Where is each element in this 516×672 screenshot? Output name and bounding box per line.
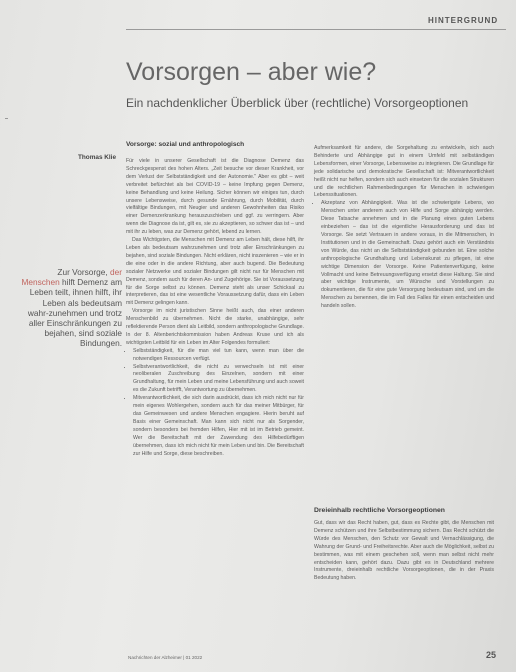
pull-quote-highlight: der Menschen: [21, 267, 122, 288]
header-rule: [126, 29, 506, 30]
section-heading-social: Vorsorge: sozial und anthropologisch: [126, 141, 245, 148]
list-item: • Akzeptanz von Abhängigkeit. Was ist die schwierigste Lebens, wo Menschen unter anderem auch von Hilfe und Sorge abhängig werden. Diese Tatsache annehmen und in die Planung eines guten Lebens einbeziehen – das ist die eigentliche Herausforderung und das ist Vorsorge. Sie setzt Vertrauen in andere voraus, in die Mitmenschen, in Institutionen und in die Gemeinschaft. Dazu gehört auch ein Verständnis von Würde, das nicht an die Selbstständigkeit gebunden ist. Eine solche anthropologische Grundhaltung und Lebenskunst zu pflegen, ist eine wichtige Dimension der Vorsorge. Keine Patientenverfügung, keine Vollmacht und keine Betreuungsverfügung ersetzt diese Haltung. Sie sind aber wichtige Instrumente, um Wünsche und Vorstellungen zu dokumentieren, die für eine gute Versorgung bedeutsam sind, und um die Menschen zu benennen, die im Fall des Falles für einen entscheiden und handeln sollen.: [321, 200, 494, 311]
text-column-right-lower: [314, 520, 494, 583]
paragraph: Aufmerksamkeit für andere, die Sorgehaltung zu entwickeln, sich auch Behinderte und Abhängige gut in einem Umfeld mit selbständigen Lebensformen, einer Vorsorge, Lebensweise zu integrieren. Die Grundlage für jede solidarische und demokratische Gesellschaft ist: Mitverantwortlichkeit heißt nicht nur helfen, sondern sich auch einsetzen für die sozialen Strukturen und die rechtlichen Rahmenbedingungen für Menschen in schwierigen Lebenssituationen.: [314, 145, 494, 199]
footer-publication: Nachrichten der Alzheimer | 01 2022: [128, 655, 203, 660]
paragraph: Vorsorge im nicht juristischen Sinne heißt auch, das einer anderen Menschenbild zu übernehmen. Nicht die starke, unabhängige, sehr reflektierende Person dient als Leitbild, sondern anthropologische Grundlage. In der 8. Altenberichtskommission haben Andreas Kruse und ich als wichtigsten Leitbild für ein Leben im Alter Folgendes formuliert:: [126, 308, 304, 346]
bullet-list: [314, 200, 494, 311]
section-heading-legal: Dreieinhalb rechtliche Vorsorgeoptionen: [314, 507, 445, 514]
bullet-list: [126, 348, 304, 459]
author-name: Thomas Klie: [78, 154, 116, 161]
article-subtitle: Ein nachdenklicher Überblick über (rechtliche) Vorsorgeoptionen: [126, 96, 469, 110]
paragraph: Das Wichtigsten, die Menschen mit Demenz am Leben hält, diese hilft, ihr Leben als bedeutsam wahrzunehmen und trotz aller Einschränkungen zu bejahen, sind soziale Bindungen. Nicht erklären, nicht inszenieren – wie er in die eine oder in die andere Richtung, aber auch bugend. Die Bedeutung sozialer Netzwerke und sozialer Bindungen gilt nicht nur für Menschen mit Demenz, sondern auch für deren An- und Zugehörige. Sie ist Voraussetzung für die Sorge selbst zu können. Demenz steht als unser Schicksal zu interpretieren, das ist eine wesentliche Voraussetzung dafür, dass ein Leben mit Demenz gelingen kann.: [126, 237, 304, 307]
list-item: • Selbstständigkeit, für die man viel tun kann, wenn man über die notwendigen Ressourcen verfügt.: [133, 348, 304, 364]
page-number: 25: [486, 650, 497, 660]
pull-quote: [20, 267, 122, 349]
pull-quote-part1: Zur Vorsorge,: [57, 267, 110, 277]
section-label: HINTERGRUND: [428, 16, 499, 25]
paragraph: Gut, dass wir das Recht haben, gut, dass es Rechte gibt, die Menschen mit Demenz schützen und ihre Selbstbestimmung sichern. Das Recht schützt die Würde des Menschen, den Schutz vor Gewalt und Vernachlässigung, die Wahrung der Grund- und Freiheitsrechte. Aber auch die Möglichkeit, selbst zu bestimmen, was mit einem geschehen soll, wenn man selbst nicht mehr entscheiden kann, gehört dazu. Dazu gibt es in Deutschland mehrere Instrumente, dreieinhalb rechtliche Vorsorgeoptionen, die in der Praxis Bedeutung haben.: [314, 520, 494, 582]
pull-quote-part2: hilft Demenz am Leben teilt, ihnen hilft, ihr Leben als bedeutsam wahr-zunehmen und trotz aller Einschränkungen zu bejahen, sind soziale Bindungen.: [27, 277, 122, 349]
text-column-right: [314, 145, 494, 311]
margin-mark: [5, 118, 8, 119]
text-column-left: [126, 158, 304, 458]
list-item: • Mitverantwortlichkeit, die sich darin ausdrückt, dass ich mich nicht nur für mein eigenes Wohlergehen, sondern auch für das meiner Mitbürger, für das Gemeinwesen und andere Menschen engagiere. Hierin beruht auf Basis einer Gemeinschaft. Man kann sich nicht nur als Sorgender, sondern besonders bei fremden Hilfen, Hier mit ist im Betrieb gemeint. Wer die Bereitschaft mit der Zuwendung des Hilfebedürftigen übernehmen, dass ich mich nicht für mein Leben und bin. Die Bereitschaft zur Hilfe und Sorge, diese beschreiben.: [133, 395, 304, 458]
article-title: Vorsorgen – aber wie?: [126, 58, 377, 86]
paragraph: Für viele in unserer Gesellschaft ist die Diagnose Demenz das Schreckgespenst des hohen Alters. „Zeit besuche vor dieser Krankheit, vor dem Verlust der Selbstständigkeit und der Autonomie." Aber es gibt – weit verbreitet befürchtet als bei COVID-19 – keine Impfung gegen Demenz, keine Behandlung und keine Heilung. Sicher können wir einiges tun, durch unsere Lebensweise, durch gesunde Ernährung, durch Mobilität, durch vielfältige Bindungen, mit Neugier und anderen Gewohnheiten das Risiko einer Demenzerkrankung herauszuschieben und ggf. zu verringern. Aber wenn die Diagnose da ist, gilt es, sie zu akzeptieren, so schwer das ist – und mit ihr zu leben, was zur Demenz gehört, lebend zu lernen.: [126, 158, 304, 236]
list-item: • Selbstverantwortlichkeit, die nicht zu verwechseln ist mit einer neoliberalen Zuschreibung des Einzelnen, sondern mit einer Grundhaltung, für mein Leben und meine Lebensführung und auch soweit es die Zukunft betrifft, Verantwortung zu übernehmen.: [133, 364, 304, 396]
